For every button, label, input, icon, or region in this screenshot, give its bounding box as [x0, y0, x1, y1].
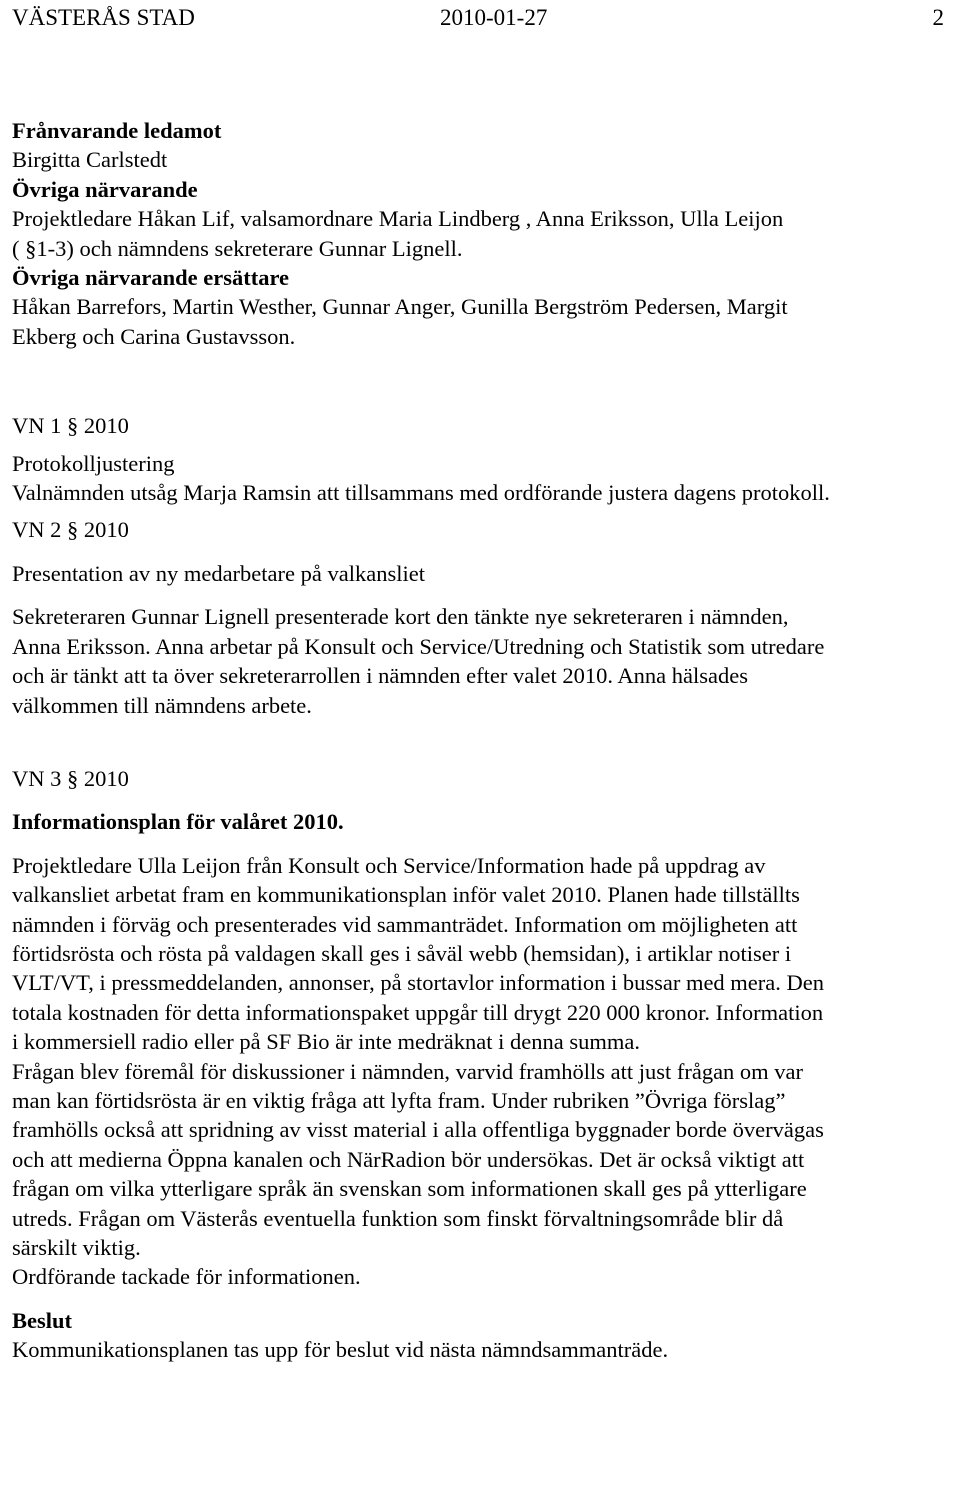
spacer — [12, 441, 942, 449]
absent-section — [12, 116, 942, 175]
present-other-line: Projektledare Håkan Lif, valsamordnare Maria Lindberg , Anna Eriksson, Ulla Leijon — [12, 206, 784, 232]
substitutes-line: Ekberg och Carina Gustavsson. — [12, 323, 296, 349]
decision-section — [12, 1306, 942, 1365]
page-header — [0, 0, 960, 40]
item-vn2 — [12, 515, 942, 719]
present-other-section — [12, 175, 942, 263]
absent-name: Birgitta Carlstedt — [12, 147, 168, 173]
item-text-line: Projektledare Ulla Leijon från Konsult och Service/Information hade på uppdrag av — [12, 852, 766, 878]
present-other-line: ( §1-3) och nämndens sekreterare Gunnar Lignell. — [12, 235, 463, 261]
item-text-line: framhölls också att spridning av visst material i alla offentliga byggnader borde övervägas — [12, 1117, 824, 1143]
header-organization: VÄSTERÅS STAD — [12, 5, 195, 30]
substitutes-heading: Övriga närvarande ersättare — [12, 265, 290, 291]
decision-heading: Beslut — [12, 1307, 73, 1333]
spacer — [12, 837, 942, 851]
item-text-line: Valnämnden utsåg Marja Ramsin att tillsammans med ordförande justera dagens protokoll. — [12, 480, 830, 506]
item-reference: VN 3 § 2010 — [12, 765, 129, 791]
decision-text: Kommunikationsplanen tas upp för beslut vid nästa nämndsammanträde. — [12, 1337, 669, 1363]
spacer — [12, 1292, 942, 1306]
item-text-line: totala kostnaden för detta informationspaket uppgår till drygt 220 000 kronor. Information — [12, 999, 824, 1025]
document-body — [12, 116, 942, 1365]
item-text-line: särskilt viktig. — [12, 1235, 141, 1260]
header-date: 2010-01-27 — [440, 5, 548, 30]
item-text-line: välkommen till nämndens arbete. — [12, 692, 312, 718]
item-title: Protokolljustering — [12, 450, 175, 476]
item-vn1 — [12, 411, 942, 507]
spacer — [12, 588, 942, 602]
item-reference: VN 1 § 2010 — [12, 413, 129, 439]
item-text-line: nämnden i förväg och presenterades vid sammanträdet. Information om möjligheten att — [12, 911, 798, 937]
header-page-number: 2 — [932, 5, 944, 30]
item-text-line: Ordförande tackade för informationen. — [12, 1264, 361, 1290]
item-text-line: förtidsrösta och rösta på valdagen skall ges i såväl webb (hemsidan), i artiklar notiser i — [12, 940, 792, 966]
item-text-line: utreds. Frågan om Västerås eventuella funktion som finskt förvaltningsområde blir då — [12, 1205, 784, 1231]
item-title: Informationsplan för valåret 2010. — [12, 809, 344, 835]
item-reference: VN 2 § 2010 — [12, 517, 129, 543]
spacer — [12, 351, 942, 411]
item-text-line: Anna Eriksson. Anna arbetar på Konsult och Service/Utredning och Statistik som utredare — [12, 633, 825, 659]
substitutes-section — [12, 263, 942, 351]
spacer — [12, 507, 942, 515]
item-text-line: VLT/VT, i pressmeddelanden, annonser, på stortavlor information i bussar med mera. Den — [12, 970, 825, 996]
item-text-line: Frågan blev föremål för diskussioner i nämnden, varvid framhölls att just frågan om var — [12, 1058, 804, 1084]
spacer — [12, 545, 942, 559]
item-text-line: valkansliet arbetat fram en kommunikationsplan inför valet 2010. Planen hade tillställts — [12, 882, 800, 908]
item-text-line: och är tänkt att ta över sekreterarrollen i nämnden efter valet 2010. Anna hälsades — [12, 663, 748, 689]
item-vn3 — [12, 764, 942, 1292]
present-other-heading: Övriga närvarande — [12, 176, 198, 202]
absent-heading: Frånvarande ledamot — [12, 118, 222, 143]
item-text-line: man kan förtidsrösta är en viktig fråga att lyfta fram. Under rubriken ”Övriga förslag” — [12, 1087, 786, 1113]
spacer — [12, 793, 942, 807]
item-title: Presentation av ny medarbetare på valkansliet — [12, 560, 425, 586]
item-text-line: i kommersiell radio eller på SF Bio är inte medräknat i denna summa. — [12, 1029, 640, 1055]
substitutes-line: Håkan Barrefors, Martin Westher, Gunnar Anger, Gunilla Bergström Pedersen, Margit — [12, 294, 788, 320]
spacer — [12, 720, 942, 764]
item-text-line: Sekreteraren Gunnar Lignell presenterade kort den tänkte nye sekreteraren i nämnden, — [12, 604, 789, 630]
item-text-line: frågan om vilka ytterligare språk än svenskan som informationen skall ges på ytterligare — [12, 1176, 807, 1202]
item-text-line: och att medierna Öppna kanalen och NärRadion bör undersökas. Det är också viktigt att — [12, 1146, 805, 1172]
